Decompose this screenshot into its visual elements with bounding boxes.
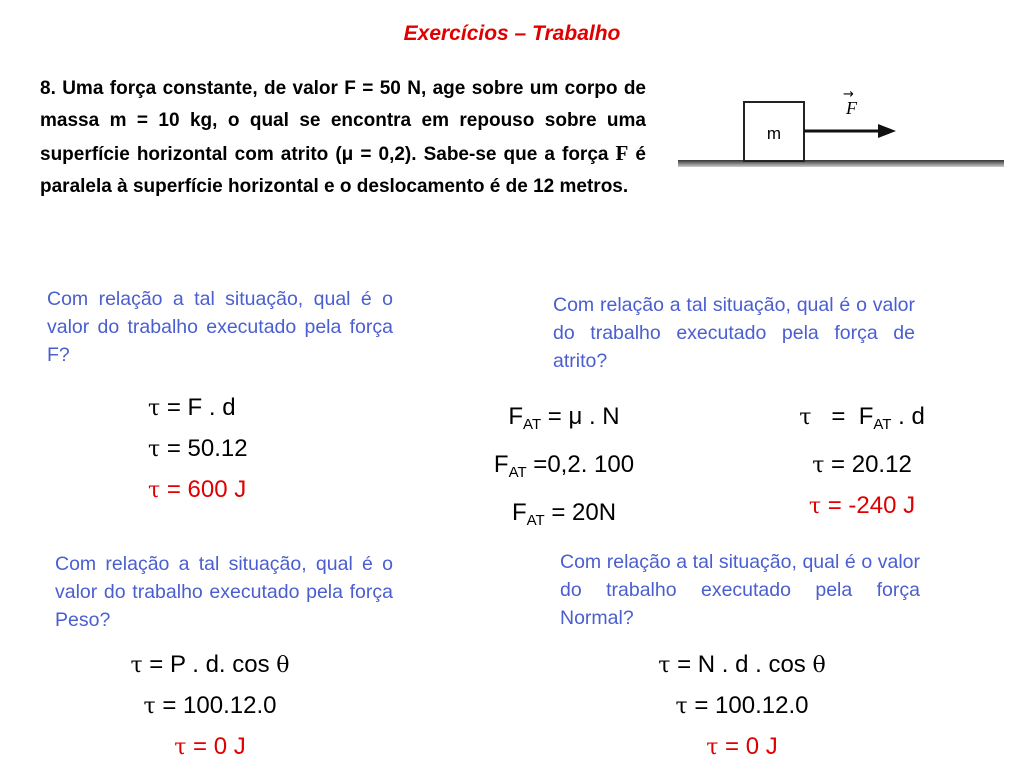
horizontal-surface [678,160,1004,167]
eq-result: τ = 0 J [706,733,778,760]
eq-result: τ = 600 J [148,476,247,503]
eq-line: τ = 100.12.0 [675,692,809,719]
eq-line: τ = 50.12 [148,435,248,462]
eq-result: τ = 0 J [174,733,246,760]
answer-normal-force [602,645,882,768]
eq-line: τ = 100.12.0 [143,692,277,719]
answer-friction-force [762,397,962,527]
question-force-f: Com relação a tal situação, qual é o valor do trabalho executado pela força F? [47,288,393,366]
mass-label: m [766,124,782,143]
eq-line: $\tau = F_{AT}$ . d [799,403,925,433]
problem-text-part2: é paralela à superfície horizontal e o deslocamento é de 12 metros. [40,144,646,197]
eq-line: τ = F . d [148,394,236,421]
question-weight-force: Com relação a tal situação, qual é o valor do trabalho executado pela força Peso? [55,553,393,631]
problem-statement [40,73,646,203]
eq-line: τ = P . d. cos θ [130,651,290,678]
force-vector-mark: → [843,87,854,102]
eq-line: $F_{AT} = 20N$ [511,499,617,529]
eq-line: τ = N . d . cos θ [658,651,826,678]
eq-result: τ = -240 J [808,492,916,519]
answer-force-f [148,388,248,511]
question-normal-force: Com relação a tal situação, qual é o valor do trabalho executado pela força Normal? [560,551,920,629]
eq-line: τ = 20.12 [812,451,912,478]
friction-force-calc [464,397,664,541]
force-arrow-head [878,124,896,138]
force-symbol: F [615,141,629,165]
slide-title: Exercícios – Trabalho [403,22,621,45]
answer-weight-force [75,645,345,768]
question-friction-force: Com relação a tal situação, qual é o valor do trabalho executado pela força de atrito? [553,294,915,372]
eq-line: $F_{AT} = \mu$ . N [508,403,620,433]
problem-text-part1: 8. Uma força constante, de valor F = 50 N, age sobre um corpo de massa m = 10 kg, o qual se encontra em repouso sobre uma superfície horizontal com atrito (μ = 0,2). Sabe-se que a força [40,78,646,165]
block-force-diagram [676,80,1006,180]
eq-line: $F_{AT} =0,2$. 100 [493,451,635,481]
force-label: F [846,98,857,118]
